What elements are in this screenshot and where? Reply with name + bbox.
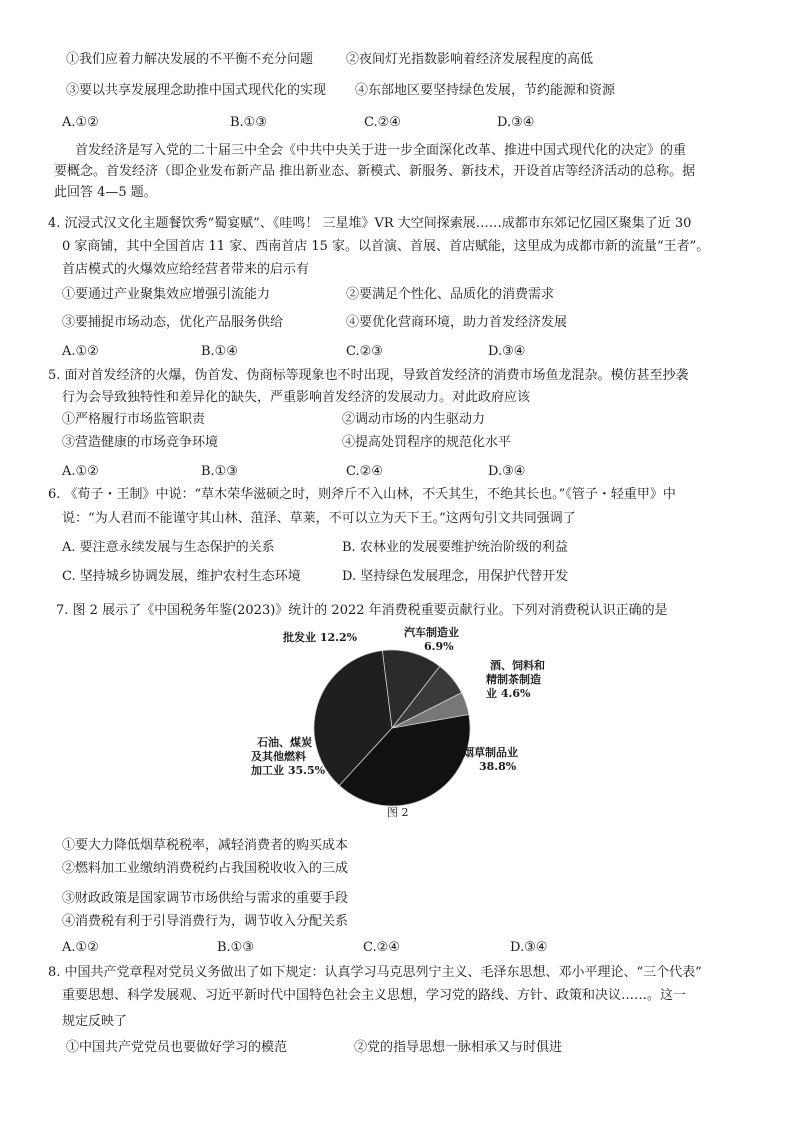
q8-stem-1: 8. 中国共产党章程对党员义务做出了如下规定：认真学习马克思列宁主义、毛泽东思想、邓小平理论、“三个代表” <box>48 965 702 980</box>
label-tobacco-line-1: 烟草制品业 <box>463 746 518 759</box>
q4-statement-1: ①要通过产业聚集效应增强引流能力 <box>62 287 271 302</box>
intro-line-1: 首发经济是写入党的二十届三中全会《中共中央关于进一步全面深化改革、推进中国式现代化的决定》的重 <box>75 143 687 158</box>
q5-option-d[interactable]: D.③④ <box>488 464 526 479</box>
q4-option-a[interactable]: A.①② <box>62 344 99 359</box>
q8-stem-2: 重要思想、科学发展观、习近平新时代中国特色社会主义思想，学习党的路线、方针、政策和决议……。这一 <box>62 988 687 1003</box>
label-wholesale: 批发业 12.2% <box>283 631 358 644</box>
label-petro-line-1: 石油、煤炭 <box>257 736 312 749</box>
q3-option-a[interactable]: A.①② <box>62 115 99 130</box>
q5-option-c[interactable]: C.②④ <box>346 464 383 479</box>
q4-stem-1: 4. 沉浸式汉文化主题餐饮秀“蜀宴赋”、《哇鸣！ 三星堆》VR 大空间探索展……成都市东郊记忆园区聚集了近 30 <box>48 216 692 231</box>
q4-stem-3: 首店模式的火爆效应给经营者带来的启示有 <box>62 262 310 277</box>
q5-option-b[interactable]: B.①③ <box>201 464 238 479</box>
q3-option-d[interactable]: D.③④ <box>497 115 535 130</box>
label-petro-line-3: 加工业 35.5% <box>251 764 326 777</box>
q7-statement-2: ②燃料加工业缴纳消费税约占我国税收收入的三成 <box>62 861 349 876</box>
figure-caption: 图 2 <box>387 806 409 819</box>
q3-statement-3: ③要以共享发展理念助推中国式现代化的实现 <box>66 83 327 98</box>
q5-stem-2: 行为会导致独特性和差异化的缺失，严重影响首发经济的发展动力。对此政府应该 <box>62 390 531 405</box>
q5-statement-3: ③营造健康的市场竞争环境 <box>62 435 219 450</box>
q8-statement-2: ②党的指导思想一脉相承又与时俱进 <box>354 1040 563 1055</box>
intro-line-2: 要概念。首发经济（即企业发布新产品 推出新业态、新模式、新服务、新技术，开设首店等经济活动的总称。据 <box>54 164 696 179</box>
q5-statement-4: ④提高处罚程序的规范化水平 <box>342 435 512 450</box>
q7-statement-3: ③财政政策是国家调节市场供给与需求的重要手段 <box>62 891 349 906</box>
q3-statement-4: ④东部地区要坚持绿色发展，节约能源和资源 <box>355 83 616 98</box>
q8-statement-1: ①中国共产党党员也要做好学习的模范 <box>66 1040 288 1055</box>
q4-statement-2: ②要满足个性化、品质化的消费需求 <box>346 287 555 302</box>
label-wine-line-3: 业 4.6% <box>486 687 531 700</box>
q4-option-c[interactable]: C.②③ <box>346 344 383 359</box>
q5-statement-2: ②调动市场的内生驱动力 <box>342 412 486 427</box>
q3-statement-1: ①我们应着力解决发展的不平衡不充分问题 <box>66 52 314 67</box>
consumption-tax-pie-chart <box>312 648 472 808</box>
label-wine-line-1: 酒、饲料和 <box>490 659 545 672</box>
q7-statement-1: ①要大力降低烟草税税率，减轻消费者的购买成本 <box>62 838 349 853</box>
q3-statement-2: ②夜间灯光指数影响着经济发展程度的高低 <box>346 52 594 67</box>
q6-stem-1: 6. 《荀子・王制》中说：“草木荣华滋硕之时，则斧斤不入山林，不夭其生，不绝其长也。”《管子・轻重甲》中 <box>48 487 676 502</box>
label-auto-line-1: 汽车制造业 <box>404 626 459 639</box>
q5-stem-1: 5. 面对首发经济的火爆，伪首发、伪商标等现象也不时出现，导致首发经济的消费市场鱼龙混杂。模仿甚至抄袭 <box>48 368 689 383</box>
q4-statement-3: ③要捕捉市场动态，优化产品服务供给 <box>62 315 284 330</box>
q6-option-b[interactable]: B. 农林业的发展要维护统治阶级的利益 <box>342 540 568 555</box>
q6-option-d[interactable]: D. 坚持绿色发展理念，用保护代替开发 <box>342 569 569 584</box>
q7-option-d[interactable]: D.③④ <box>510 940 548 955</box>
q7-option-c[interactable]: C.②④ <box>363 940 400 955</box>
intro-line-3: 此回答 4—5 题。 <box>54 185 157 200</box>
q4-statement-4: ④要优化营商环境，助力首发经济发展 <box>346 315 568 330</box>
q6-option-a[interactable]: A. 要注意永续发展与生态保护的关系 <box>62 540 275 555</box>
label-tobacco-line-2: 38.8% <box>479 760 517 773</box>
q3-option-b[interactable]: B.①③ <box>230 115 267 130</box>
label-petro-line-2: 及其他燃料 <box>251 750 306 763</box>
q5-statement-1: ①严格履行市场监管职责 <box>62 412 206 427</box>
q3-option-c[interactable]: C.②④ <box>364 115 401 130</box>
q6-stem-2: 说：“为人君而不能谨守其山林、菹泽、草莱，不可以立为天下王。”这两句引文共同强调了 <box>62 511 576 526</box>
q7-option-b[interactable]: B.①③ <box>217 940 254 955</box>
q4-stem-2: 0 家商铺，其中全国首店 11 家、西南首店 15 家。以首演、首展、首店赋能，这里成为成都市新的流量“王者”。 <box>62 239 710 254</box>
label-auto-line-2: 6.9% <box>424 640 454 653</box>
q7-stem-1: 7. 图 2 展示了《中国税务年鉴(2023)》统计的 2022 年消费税重要贡献行业。下列对消费税认识正确的是 <box>56 603 668 618</box>
q6-option-c[interactable]: C. 坚持城乡协调发展，维护农村生态环境 <box>62 569 301 584</box>
q8-stem-3: 规定反映了 <box>62 1014 128 1029</box>
q4-option-b[interactable]: B.①④ <box>201 344 238 359</box>
q7-option-a[interactable]: A.①② <box>62 940 99 955</box>
q4-option-d[interactable]: D.③④ <box>488 344 526 359</box>
q5-option-a[interactable]: A.①② <box>62 464 99 479</box>
q7-statement-4: ④消费税有利于引导消费行为，调节收入分配关系 <box>62 914 349 929</box>
label-wine-line-2: 精制茶制造 <box>486 673 541 686</box>
